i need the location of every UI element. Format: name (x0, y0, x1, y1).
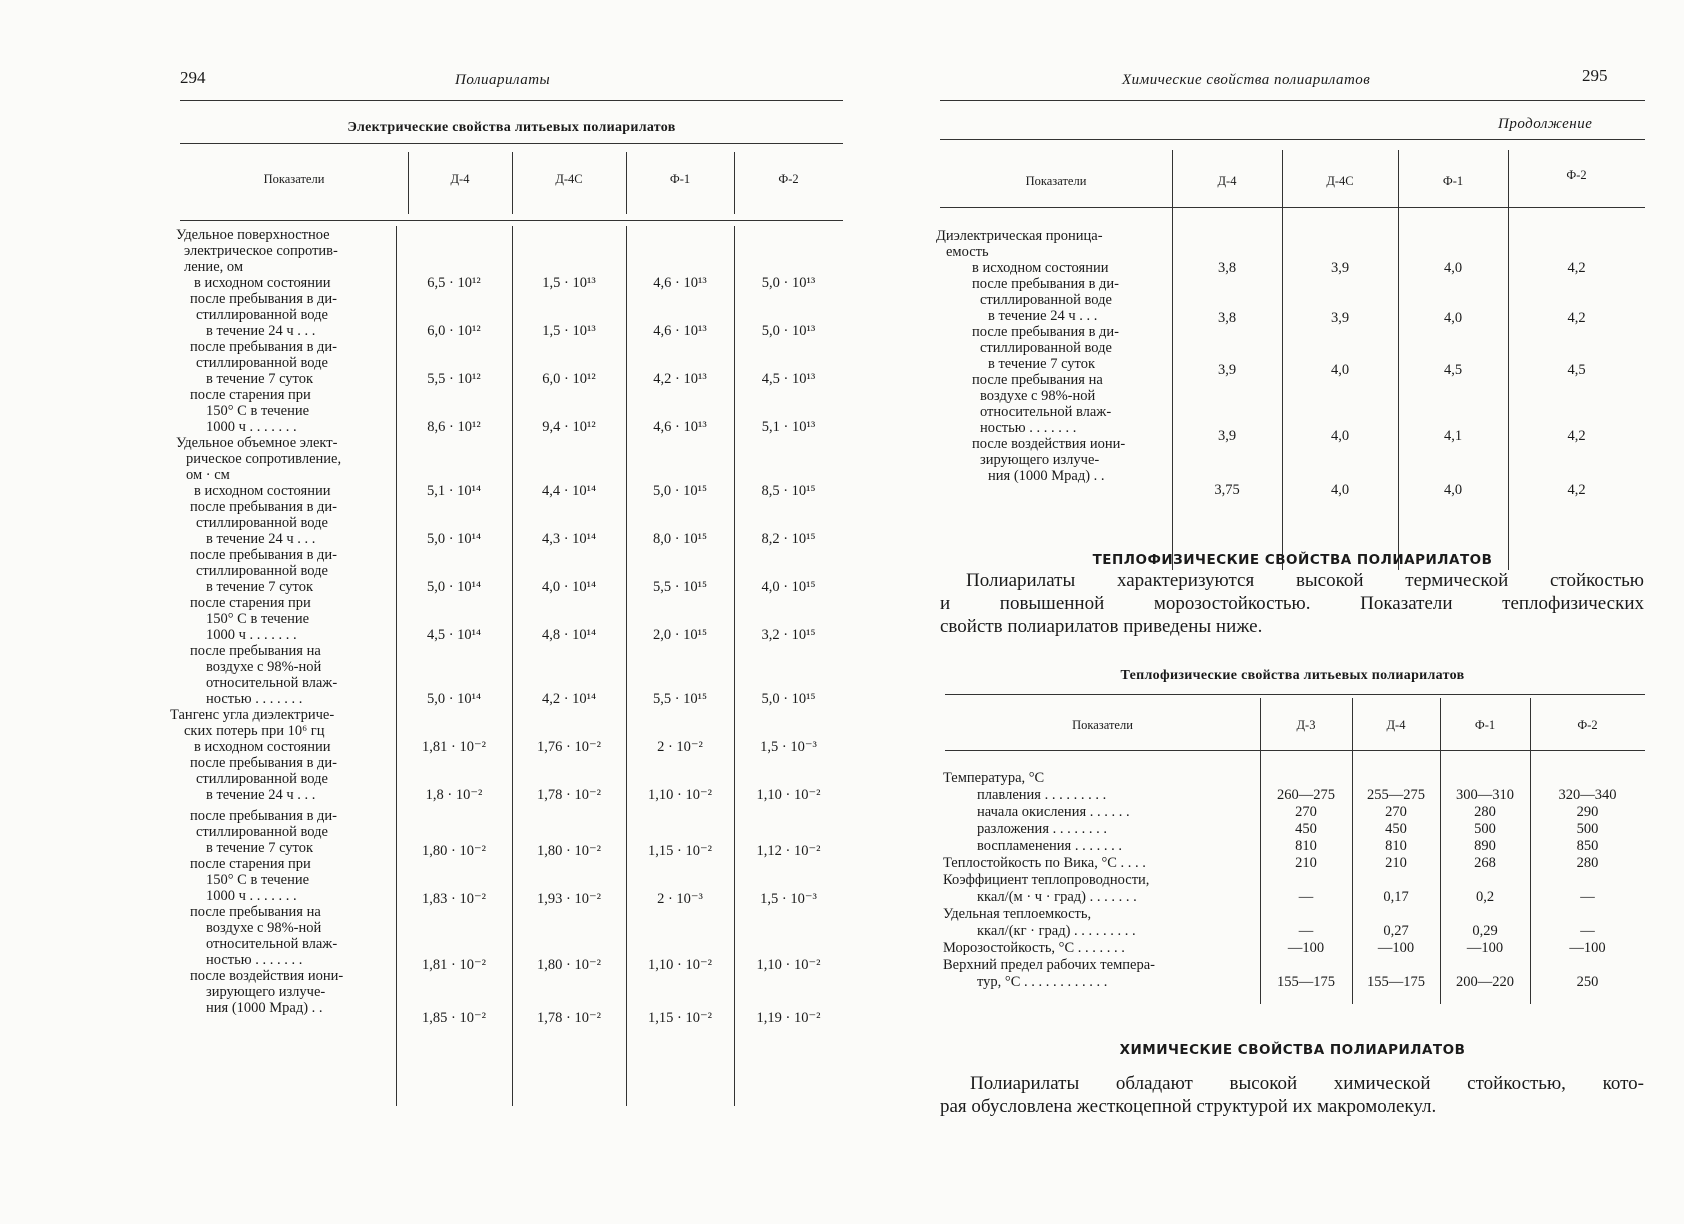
table-cell: 890 (1474, 838, 1496, 854)
paragraph-line: и повышенной морозостойкостью. Показатели теплофизических (940, 593, 1644, 614)
row-label-line: после пребывания в ди- (972, 276, 1120, 292)
row-label-line: стиллированной воде (196, 355, 328, 371)
table-cell: 1,19 · 10⁻² (756, 1010, 821, 1026)
table-cell: 1,12 · 10⁻² (756, 843, 821, 859)
table-cell: 4,5 (1443, 362, 1463, 378)
table-cell: 1,5 · 10¹³ (542, 275, 596, 291)
row-label-line: Удельное объемное элект- (176, 435, 338, 451)
column-header: Показатели (263, 172, 325, 186)
column-header: Ф-2 (778, 172, 799, 186)
table-cell: 0,27 (1383, 923, 1409, 939)
table-cell: 4,2 (1567, 482, 1586, 498)
table-cell: 8,6 · 10¹² (427, 419, 481, 435)
row-label-line: после пребывания в ди- (190, 499, 338, 515)
row-label-line: зирующего излуче- (206, 984, 326, 1000)
row-label-line: стиллированной воде (980, 340, 1112, 356)
row-label-line: после старения при (190, 595, 311, 611)
table-top-rule (940, 139, 1645, 140)
table-cell: 3,9 (1330, 310, 1350, 326)
row-label-line: 150° С в течение (206, 611, 310, 627)
row-label-line: ностью . . . . . . . (206, 691, 303, 707)
table-cell: 6,0 · 10¹² (427, 323, 481, 339)
row-label-line: воздухе с 98%-ной (206, 920, 322, 936)
row-label-line: 1000 ч . . . . . . . (206, 627, 297, 643)
table-cell: 0,17 (1383, 889, 1409, 905)
row-label-line: в течение 24 ч . . . (206, 787, 316, 803)
table-cell: 3,9 (1217, 362, 1237, 378)
table-cell: 500 (1576, 821, 1599, 837)
col-divider (626, 226, 627, 1106)
table-cell: 5,5 · 10¹⁵ (652, 579, 708, 595)
table-cell: 155—175 (1367, 974, 1425, 990)
table-cell: 8,2 · 10¹⁵ (761, 531, 816, 547)
table-cell: 4,0 (1330, 482, 1350, 498)
column-header: Показатели (1072, 718, 1133, 732)
table-cell: 450 (1385, 821, 1407, 837)
table-cell: 6,0 · 10¹² (542, 371, 596, 387)
row-label-line: Коэффициент теплопроводности, (943, 872, 1150, 888)
row-label-line: воздухе с 98%-ной (980, 388, 1096, 404)
table-cell: 2 · 10⁻³ (657, 891, 703, 907)
row-label-line: относительной влаж- (206, 675, 338, 691)
table-cell: 4,0 (1330, 428, 1350, 444)
table-cell: 210 (1385, 855, 1407, 871)
table-cell: 2 · 10⁻² (657, 739, 703, 755)
column-header: Ф-2 (1566, 168, 1587, 182)
table-cell: 1,10 · 10⁻² (756, 787, 821, 803)
row-label-line: ккал/(кг · град) . . . . . . . . . (977, 923, 1136, 939)
table-cell: 4,2 (1567, 428, 1586, 444)
row-label-line: в течение 24 ч . . . (988, 308, 1098, 324)
table-cell: 1,78 · 10⁻² (537, 787, 601, 803)
paragraph-line: Полиарилаты обладают высокой химической стойкостью, кото- (970, 1073, 1644, 1094)
section-heading-thermophysical: ТЕПЛОФИЗИЧЕСКИЕ СВОЙСТВА ПОЛИАРИЛАТОВ (1092, 552, 1493, 568)
row-label-line: Теплостойкость по Вика, °С . . . . (943, 855, 1146, 871)
table-cell: 1,83 · 10⁻² (422, 891, 486, 907)
table-cell: 1,93 · 10⁻² (537, 891, 601, 907)
row-label-line: после пребывания в ди- (190, 808, 338, 824)
row-label-line: стиллированной воде (196, 824, 328, 840)
table-cell: 2,0 · 10¹⁵ (652, 627, 708, 643)
table-cell: 4,2 · 10¹⁴ (541, 691, 597, 707)
row-label-line: Температура, °С (943, 770, 1045, 786)
row-label-line: плавления . . . . . . . . . (977, 787, 1107, 803)
table-cell: 4,6 · 10¹³ (653, 275, 707, 291)
row-label-line: ских потерь при 10⁶ гц (184, 723, 325, 739)
paragraph-line: свойств полиарилатов приведены ниже. (940, 616, 1263, 637)
row-label-line: в исходном состоянии (194, 275, 331, 291)
row-label-line: после пребывания на (190, 904, 321, 920)
table-cell: 1,10 · 10⁻² (648, 957, 712, 973)
continuation-label: Продолжение (1498, 116, 1593, 132)
row-label-line: в течение 7 суток (988, 356, 1096, 372)
row-label-line: 1000 ч . . . . . . . (206, 419, 297, 435)
row-label-line: Верхний предел рабочих темпера- (943, 957, 1155, 973)
table-cell: 4,6 · 10¹³ (653, 323, 707, 339)
page-number: 295 (1582, 66, 1608, 85)
col-divider (1172, 150, 1173, 570)
column-header: Д-4 (450, 172, 470, 186)
table-cell: 270 (1385, 804, 1407, 820)
row-label-line: после старения при (190, 856, 311, 872)
table-cell: 4,1 (1443, 428, 1463, 444)
table-caption: Электрические свойства литьевых полиарилатов (347, 120, 676, 135)
row-label-line: Тангенс угла диэлектриче- (170, 707, 335, 723)
table-cell: 3,9 (1330, 260, 1350, 276)
table-cell: 500 (1474, 821, 1496, 837)
column-header: Ф-2 (1577, 718, 1598, 732)
col-divider (734, 226, 735, 1106)
row-label-line: в исходном состоянии (194, 739, 331, 755)
row-label-line: зирующего излуче- (980, 452, 1100, 468)
row-label-line: после пребывания в ди- (190, 339, 338, 355)
table-cell: 250 (1576, 974, 1599, 990)
row-label-line: стиллированной воде (196, 307, 328, 323)
table-cell: 4,2 (1567, 260, 1586, 276)
table-cell: 5,0 · 10¹³ (761, 275, 816, 291)
column-header: Ф-1 (669, 172, 691, 186)
table-cell: 1,85 · 10⁻² (422, 1010, 486, 1026)
row-label-line: после воздействия иони- (190, 968, 344, 984)
row-label-line: после пребывания на (190, 643, 321, 659)
table-cell: 4,0 (1330, 362, 1350, 378)
table-cell: 850 (1576, 838, 1599, 854)
row-label-line: стиллированной воде (196, 563, 328, 579)
column-header: Д-4С (1326, 174, 1354, 188)
row-label-line: стиллированной воде (196, 515, 328, 531)
section-heading-chemical: ХИМИЧЕСКИЕ СВОЙСТВА ПОЛИАРИЛАТОВ (1119, 1042, 1466, 1058)
row-label-line: в течение 7 суток (206, 371, 314, 387)
row-label-line: в течение 24 ч . . . (206, 531, 316, 547)
table-header-rule (945, 750, 1645, 751)
table-cell: 0,29 (1472, 923, 1498, 939)
row-label-line: рическое сопротивление, (186, 451, 342, 467)
row-label-line: в исходном состоянии (972, 260, 1109, 276)
table-cell: — (1580, 889, 1595, 905)
table-cell: 1,80 · 10⁻² (537, 843, 601, 859)
column-header: Д-3 (1296, 718, 1316, 732)
table-cell: 9,4 · 10¹² (542, 419, 596, 435)
row-label-line: тур, °С . . . . . . . . . . . . (977, 974, 1108, 990)
table-top-rule (180, 143, 843, 144)
table-cell: 1,76 · 10⁻² (537, 739, 601, 755)
column-header: Д-4 (1386, 718, 1406, 732)
table-cell: 200—220 (1456, 974, 1514, 990)
table-cell: 5,0 · 10¹⁵ (761, 691, 816, 707)
table-cell: 3,9 (1217, 428, 1237, 444)
table-cell: 450 (1295, 821, 1317, 837)
table-cell: 1,15 · 10⁻² (648, 1010, 712, 1026)
row-label-line: после старения при (190, 387, 311, 403)
row-label-line: ния (1000 Мрад) . . (988, 468, 1105, 484)
row-label-line: 150° С в течение (206, 872, 310, 888)
table-cell: 4,0 · 10¹⁵ (761, 579, 816, 595)
table-cell: 1,10 · 10⁻² (648, 787, 712, 803)
table-cell: 1,5 · 10⁻³ (760, 891, 817, 907)
running-head: Химические свойства полиарилатов (1122, 72, 1371, 88)
table-cell: —100 (1466, 940, 1504, 956)
table-cell: 1,15 · 10⁻² (648, 843, 712, 859)
table-cell: 268 (1474, 855, 1496, 871)
row-label-line: Морозостойкость, °С . . . . . . . (943, 940, 1125, 956)
col-divider (1398, 150, 1399, 570)
table-cell: 1,80 · 10⁻² (422, 843, 486, 859)
row-label-line: относительной влаж- (206, 936, 338, 952)
table-cell: 3,75 (1214, 482, 1240, 498)
table-cell: 5,0 · 10¹⁴ (426, 531, 482, 547)
row-label-line: Удельная теплоемкость, (943, 906, 1092, 922)
row-label-line: в исходном состоянии (194, 483, 331, 499)
table-cell: 5,5 · 10¹² (427, 371, 481, 387)
table-cell: 1,8 · 10⁻² (425, 787, 483, 803)
table-header-rule (180, 220, 843, 221)
table-cell: 8,5 · 10¹⁵ (761, 483, 816, 499)
header-rule (940, 100, 1645, 101)
table-cell: 810 (1295, 838, 1317, 854)
col-divider (396, 226, 397, 1106)
table-cell: — (1298, 923, 1314, 939)
row-label-line: относительной влаж- (980, 404, 1112, 420)
row-label-line: в течение 24 ч . . . (206, 323, 316, 339)
table-cell: 5,0 · 10¹⁴ (426, 579, 482, 595)
table-cell: 320—340 (1558, 787, 1617, 803)
paragraph-line: рая обусловлена жесткоцепной структурой их макромолекул. (940, 1096, 1437, 1117)
column-header: Ф-1 (1442, 174, 1464, 188)
row-label-line: после пребывания в ди- (972, 324, 1120, 340)
table-cell: 0,2 (1475, 889, 1495, 905)
table-cell: 4,5 · 10¹⁴ (426, 627, 482, 643)
row-label-line: емость (946, 244, 989, 260)
table-cell: 5,0 · 10¹⁴ (426, 691, 482, 707)
row-label-line: 1000 ч . . . . . . . (206, 888, 297, 904)
table-cell: —100 (1287, 940, 1325, 956)
row-label-line: воспламенения . . . . . . . (977, 838, 1122, 854)
table-cell: 4,2 (1567, 310, 1586, 326)
paragraph-line: Полиарилаты характеризуются высокой термической стойкостью (966, 570, 1644, 591)
row-label-line: электрическое сопротив- (184, 243, 338, 259)
table-cell: 4,8 · 10¹⁴ (541, 627, 597, 643)
table-cell: 1,81 · 10⁻² (422, 739, 486, 755)
table-cell: 4,6 · 10¹³ (653, 419, 707, 435)
table-cell: 4,0 (1443, 310, 1463, 326)
table-cell: 3,8 (1217, 260, 1237, 276)
column-header: Ф-1 (1474, 718, 1496, 732)
row-label-line: ление, ом (184, 259, 244, 275)
table-caption: Теплофизические свойства литьевых полиарилатов (1120, 668, 1465, 683)
row-label-line: стиллированной воде (980, 292, 1112, 308)
table-cell: 5,1 · 10¹³ (761, 419, 816, 435)
table-cell: 5,0 · 10¹⁵ (652, 483, 708, 499)
table-cell: 4,0 (1443, 482, 1463, 498)
table-cell: 5,1 · 10¹⁴ (426, 483, 482, 499)
header-rule (180, 100, 843, 101)
row-label-line: ния (1000 Мрад) . . (206, 1000, 323, 1016)
table-cell: 4,3 · 10¹⁴ (541, 531, 597, 547)
row-label-line: после пребывания в ди- (190, 547, 338, 563)
col-divider (1508, 150, 1509, 570)
table-cell: 1,80 · 10⁻² (537, 957, 601, 973)
col-divider (512, 226, 513, 1106)
table-cell: 270 (1295, 804, 1317, 820)
row-label-line: после пребывания в ди- (190, 291, 338, 307)
table-cell: 290 (1576, 804, 1599, 820)
table-cell: 1,81 · 10⁻² (422, 957, 486, 973)
row-label-line: Диэлектрическая проница- (936, 228, 1103, 244)
table-header-rule (940, 207, 1645, 208)
table-cell: 4,0 (1443, 260, 1463, 276)
row-label-line: ностью . . . . . . . (206, 952, 303, 968)
table-cell: 3,8 (1217, 310, 1237, 326)
column-header: Д-4 (1217, 174, 1237, 188)
table-cell: 4,4 · 10¹⁴ (541, 483, 597, 499)
table-cell: 1,78 · 10⁻² (537, 1010, 601, 1026)
column-header: Д-4С (555, 172, 583, 186)
right-page (842, 0, 1684, 1224)
table-cell: 1,10 · 10⁻² (756, 957, 821, 973)
table-cell: 5,5 · 10¹⁵ (652, 691, 708, 707)
row-label-line: после пребывания в ди- (190, 755, 338, 771)
row-label-line: начала окисления . . . . . . (977, 804, 1130, 820)
row-label-line: ом · см (186, 467, 230, 483)
row-label-line: в течение 7 суток (206, 579, 314, 595)
row-label-line: Удельное поверхностное (176, 227, 330, 243)
table-cell: 4,2 · 10¹³ (653, 371, 707, 387)
table-cell: 8,0 · 10¹⁵ (652, 531, 708, 547)
row-label-line: в течение 7 суток (206, 840, 314, 856)
row-label-line: 150° С в течение (206, 403, 310, 419)
row-label-line: ккал/(м · ч · град) . . . . . . . (977, 889, 1137, 905)
table-top-rule (945, 694, 1645, 695)
col-divider (1282, 150, 1283, 570)
row-label-line: разложения . . . . . . . . (977, 821, 1107, 837)
page-number: 294 (180, 68, 206, 87)
row-label-line: воздухе с 98%-ной (206, 659, 322, 675)
column-header: Показатели (1025, 174, 1087, 188)
table-cell: —100 (1377, 940, 1415, 956)
table-cell: 300—310 (1456, 787, 1514, 803)
table-cell: 280 (1576, 855, 1599, 871)
table-cell: —100 (1569, 940, 1606, 956)
table-cell: 155—175 (1277, 974, 1335, 990)
table-cell: 210 (1295, 855, 1317, 871)
table-cell: 255—275 (1367, 787, 1425, 803)
table-cell: 260—275 (1277, 787, 1335, 803)
row-label-line: ностью . . . . . . . (980, 420, 1077, 436)
table-cell: 280 (1474, 804, 1496, 820)
table-cell: 1,5 · 10⁻³ (760, 739, 817, 755)
row-label-line: после воздействия иони- (972, 436, 1126, 452)
table-cell: 4,5 (1567, 362, 1586, 378)
table-cell: 3,2 · 10¹⁵ (761, 627, 816, 643)
running-head: Полиарилаты (455, 72, 551, 88)
table-cell: 4,0 · 10¹⁴ (541, 579, 597, 595)
table-cell: 810 (1385, 838, 1407, 854)
table-cell: — (1298, 889, 1314, 905)
table-cell: — (1580, 923, 1595, 939)
table-cell: 6,5 · 10¹² (427, 275, 481, 291)
row-label-line: после пребывания на (972, 372, 1103, 388)
table-cell: 1,5 · 10¹³ (542, 323, 596, 339)
row-label-line: стиллированной воде (196, 771, 328, 787)
table-cell: 4,5 · 10¹³ (761, 371, 816, 387)
table-cell: 5,0 · 10¹³ (761, 323, 816, 339)
